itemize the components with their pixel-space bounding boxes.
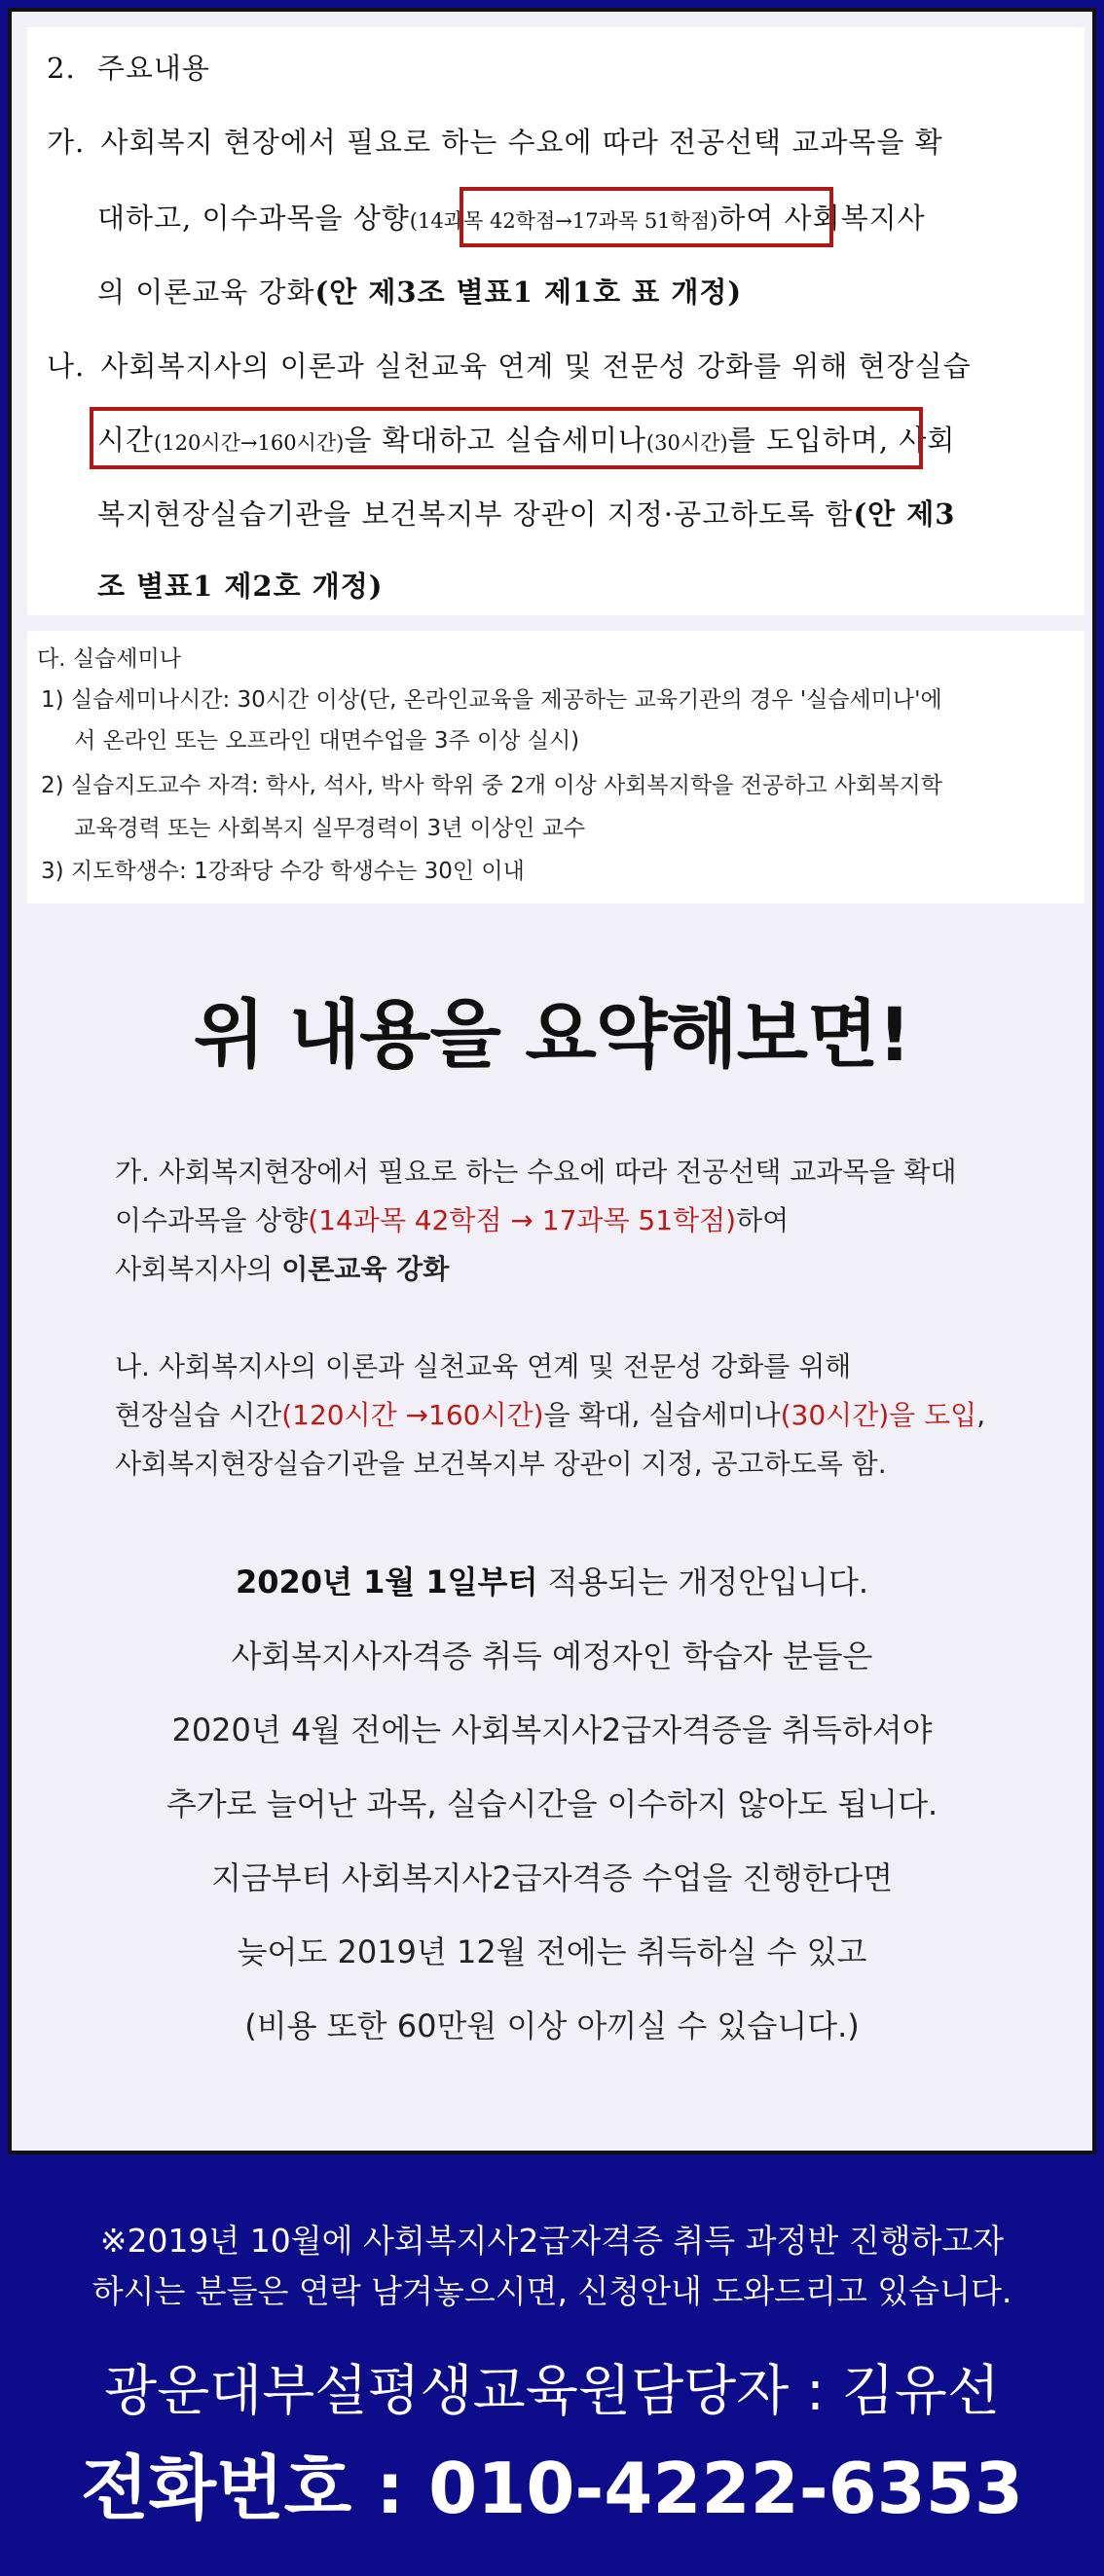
- center-line-4: 추가로 늘어난 과목, 실습시간을 이수하지 않아도 됩니다.: [166, 1785, 938, 1822]
- na-line-2-c: 을 확대하고 실습세미나: [344, 423, 646, 457]
- footer-contact: 광운대부설평생교육원담당자 : 김유선: [103, 2360, 1000, 2423]
- na-amendment-note: 조 별표1 제2호 개정): [97, 570, 384, 603]
- ga-marker: 가.: [47, 126, 86, 159]
- summary-ga-line-1: 가. 사회복지현장에서 필요로 하는 수요에 따라 전공선택 교과목을 확대: [115, 1156, 957, 1188]
- summary-ga-2-b: 하여: [736, 1204, 790, 1236]
- na-hours-text: (120시간→160시간): [154, 431, 345, 455]
- seminar-panel: [27, 631, 1085, 903]
- seminar-item-1-line-2: 서 온라인 또는 오프라인 대면수업을 3주 이상 실시): [74, 728, 580, 754]
- ga-highlight-box: [460, 187, 833, 247]
- footer-notice-line-2: 하시는 분들은 연락 남겨놓으시면, 신청안내 도와드리고 있습니다.: [92, 2272, 1012, 2310]
- seminar-item-2-line-2: 교육경력 또는 사회복지 실무경력이 3년 이상인 교수: [74, 816, 586, 841]
- na-line-2-f: 하며, 사회: [822, 423, 956, 457]
- na-seminar-hours: (30시간): [645, 431, 728, 455]
- ga-line-1: [47, 121, 943, 161]
- summary-ga-line-3: [115, 1248, 449, 1287]
- summary-ga-3-bold: 이론교육 강화: [281, 1253, 450, 1285]
- na-line-3-b: (안 제3: [853, 497, 956, 531]
- summary-na-2-red-2: (30시간)을 도입: [780, 1399, 977, 1431]
- na-line-2-e: 를 도입: [727, 423, 823, 457]
- ga-line-2-b: 하여 사회복지사: [718, 202, 926, 235]
- summary-na-2-red-1: (120시간 →160시간): [281, 1399, 544, 1431]
- section-number: 2.: [47, 52, 76, 85]
- footer-notice-line-1: ※2019년 10월에 사회복지사2급자격증 취득 과정반 진행하고자: [99, 2222, 1005, 2260]
- summary-na-line-2: [115, 1394, 985, 1433]
- ga-line-3-a: 의 이론교육 강화: [97, 276, 315, 309]
- summary-na-2-b: 을 확대, 실습세미나: [543, 1399, 781, 1431]
- summary-na-2-c: ,: [976, 1399, 986, 1431]
- section-title: [47, 47, 210, 87]
- center-line-1-rest: 적용되는 개정안입니다.: [537, 1564, 869, 1601]
- summary-ga-3-a: 사회복지사의: [115, 1253, 282, 1285]
- ga-line-3: [97, 271, 742, 311]
- seminar-item-2-line-1: 2) 실습지도교수 자격: 학사, 석사, 박사 학위 중 2개 이상 사회복지학을 전공하고 사회복지학: [41, 773, 942, 798]
- center-line-5: 지금부터 사회복지사2급자격증 수업을 진행한다면: [210, 1859, 894, 1896]
- summary-ga-line-2: [115, 1199, 789, 1238]
- ga-line-1-text: 사회복지 현장에서 필요로 하는 수요에 따라 전공선택 교과목을 확: [100, 126, 943, 159]
- summary-na-line-3: 사회복지현장실습기관을 보건복지부 장관이 지정, 공고하도록 함.: [115, 1448, 887, 1480]
- summary-ga-2-red: (14과목 42학점 → 17과목 51학점): [308, 1204, 737, 1236]
- main-content-panel: [27, 27, 1085, 615]
- effective-date: 2020년 1월 1일부터: [235, 1564, 538, 1601]
- na-line-1-text: 사회복지사의 이론과 실천교육 연계 및 전문성 강화를 위해 현장실습: [100, 350, 972, 383]
- center-line-1: [12, 1558, 1092, 1602]
- footer-phone[interactable]: 전화번호 : 010-4222-6353: [81, 2447, 1023, 2529]
- na-highlight-box: [90, 407, 923, 469]
- summary-na-2-a: 현장실습 시간: [115, 1399, 282, 1431]
- seminar-item-3: 3) 지도학생수: 1강좌당 수강 학생수는 30인 이내: [41, 859, 525, 884]
- center-line-6: 늦어도 2019년 12월 전에는 취득하실 수 있고: [237, 1933, 867, 1970]
- summary-na-line-1: 나. 사회복지사의 이론과 실천교육 연계 및 전문성 강화를 위해: [115, 1350, 852, 1382]
- center-line-2: 사회복지사자격증 취득 예정자인 학습자 분들은: [231, 1638, 873, 1674]
- summary-ga-2-a: 이수과목을 상향: [115, 1204, 309, 1236]
- section-title-text: 주요내용: [96, 52, 210, 85]
- center-line-3: 2020년 4월 전에는 사회복지사2급자격증을 취득하셔야: [171, 1711, 933, 1748]
- content-area: [8, 8, 1096, 2154]
- ga-amendment-note: (안 제3조 별표1 제1호 표 개정): [314, 276, 743, 309]
- ga-line-2-a: 대하고, 이수과목을 상향: [97, 202, 410, 235]
- ga-highlight-text: (14과목 42학점→17과목 51학점): [409, 209, 718, 233]
- seminar-item-1-line-1: 1) 실습세미나시간: 30시간 이상(단, 온라인교육을 제공하는 교육기관의 경우 '실습세미나'에: [41, 687, 942, 713]
- center-line-7: (비용 또한 60만원 이상 아끼실 수 있습니다.): [244, 2007, 860, 2044]
- na-line-3: [97, 493, 955, 533]
- na-marker: 나.: [47, 350, 86, 383]
- na-line-1: [47, 345, 972, 385]
- summary-heading: 위 내용을 요약해보면!: [193, 991, 911, 1078]
- seminar-title: 다. 실습세미나: [37, 646, 181, 672]
- na-line-3-a: 복지현장실습기관을 보건복지부 장관이 지정·공고하도록 함: [97, 497, 854, 531]
- na-line-2-a: 시간: [97, 423, 155, 457]
